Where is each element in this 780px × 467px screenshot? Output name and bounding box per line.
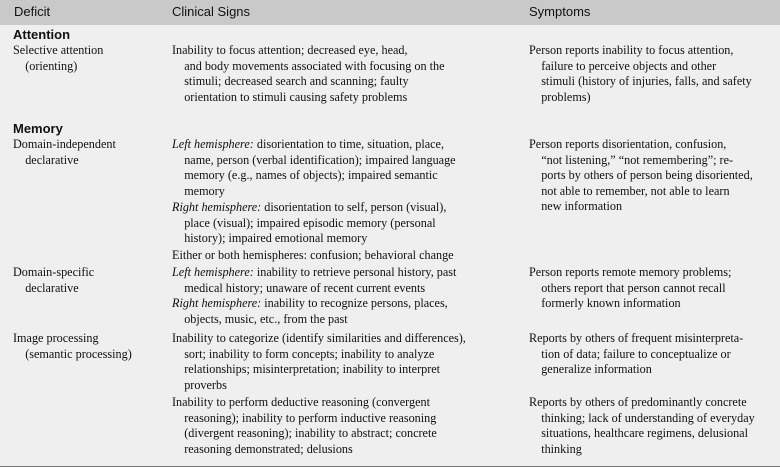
deficit-domain-independent: Domain-independent declarative	[13, 137, 116, 167]
header-clinical-signs: Clinical Signs	[172, 4, 251, 19]
signs-selective-attention: Inability to focus attention; decreased eye, head, and body movements associated with focusing on the stimuli; decreased search and scanning; faulty orientation to stimuli causing safety problems	[172, 43, 445, 104]
symptoms-domain-independent: Person reports disorientation, confusion, “not listening,” “not remembering”; re- ports by others of person being disoriented, not able to remember, not able to learn new information	[529, 137, 753, 214]
symptoms-image-processing-a: Reports by others of frequent misinterpreta- tion of data; failure to conceptualize or generalize information	[529, 331, 744, 377]
symptoms-domain-specific: Person reports remote memory problems; others report that person cannot recall formerly known information	[529, 265, 732, 311]
left-hemisphere-label: Left hemisphere:	[172, 137, 254, 151]
signs-domain-specific-right	[172, 296, 448, 327]
signs-domain-independent-either: Either or both hemispheres: confusion; behavioral change	[172, 248, 454, 262]
signs-image-processing-b: Inability to perform deductive reasoning (convergent reasoning); inability to perform inductive reasoning (divergent reasoning); inability to abstract; concrete reasoning demonstrated; delusions	[172, 395, 437, 456]
left-hemisphere-text: inability to retrieve personal history, past medical history; unaware of recent current events	[184, 265, 457, 295]
symptoms-image-processing-b: Reports by others of predominantly concrete thinking; lack of understanding of everyday situations, healthcare regimens, delusional thinking	[529, 395, 755, 456]
header-symptoms: Symptoms	[529, 4, 591, 19]
signs-image-processing-a: Inability to categorize (identify similarities and differences), sort; inability to form concepts; inability to analyze relationships; misinterpretation; inability to interpret proverbs	[172, 331, 466, 392]
symptoms-selective-attention: Person reports inability to focus attention, failure to perceive objects and other stimuli (history of injuries, falls, and safety problems)	[529, 43, 752, 104]
section-attention: Attention	[13, 27, 71, 42]
right-hemisphere-label: Right hemisphere:	[172, 296, 262, 310]
right-hemisphere-text: inability to recognize persons, places, objects, music, etc., from the past	[184, 296, 448, 326]
section-memory: Memory	[13, 121, 63, 136]
right-hemisphere-label: Right hemisphere:	[172, 200, 262, 214]
deficit-selective-attention: Selective attention (orienting)	[13, 43, 104, 73]
right-hemisphere-text: disorientation to self, person (visual), place (visual); impaired episodic memory (personal history); impaired emotional memory	[184, 200, 447, 246]
signs-domain-independent-right	[172, 200, 446, 247]
deficit-domain-specific: Domain-specific declarative	[13, 265, 95, 295]
left-hemisphere-label: Left hemisphere:	[172, 265, 254, 279]
header-deficit: Deficit	[14, 4, 51, 19]
deficit-image-processing: Image processing (semantic processing)	[13, 331, 132, 361]
signs-domain-independent-left	[172, 137, 456, 199]
left-hemisphere-text: disorientation to time, situation, place, name, person (verbal identification); impaired language memory (e.g., names of objects); impaired semantic memory	[184, 137, 456, 198]
table-header	[0, 0, 780, 25]
signs-domain-specific-left	[172, 265, 456, 296]
